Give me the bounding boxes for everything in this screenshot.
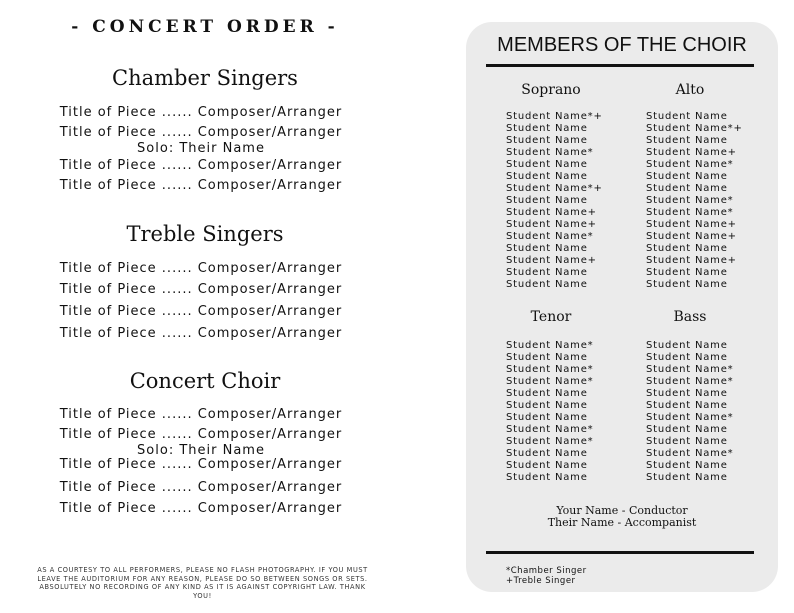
program-line: Title of Piece ...... Composer/Arranger (59, 427, 343, 442)
member-name: Student Name (506, 460, 588, 471)
group-title-concert-choir: Concert Choir (129, 369, 281, 393)
names-list-tenor (506, 340, 593, 484)
program-line: Title of Piece ...... Composer/Arranger (59, 105, 343, 120)
members-heading: MEMBERS OF THE CHOIR (497, 34, 747, 56)
program-line: Title of Piece ...... Composer/Arranger (59, 158, 343, 173)
member-name: Student Name (646, 352, 728, 363)
member-name: Student Name+ (506, 219, 597, 230)
members-panel (466, 22, 778, 592)
member-name: Student Name* (506, 436, 594, 447)
program-line: Title of Piece ...... Composer/Arranger (59, 178, 343, 193)
member-name: Student Name (506, 448, 588, 459)
member-name: Student Name (506, 195, 588, 206)
member-name: Student Name*+ (646, 123, 743, 134)
divider (486, 64, 754, 67)
member-name: Student Name (646, 460, 728, 471)
member-name: Student Name (646, 183, 728, 194)
member-name: Student Name* (646, 448, 734, 459)
member-name: Student Name (646, 436, 728, 447)
legend-treble-singer: +Treble Singer (506, 576, 576, 586)
member-name: Student Name+ (646, 219, 737, 230)
member-name: Student Name* (506, 340, 594, 351)
program-line: Title of Piece ...... Composer/Arranger (59, 480, 343, 495)
program-line: Title of Piece ...... Composer/Arranger (59, 282, 343, 297)
member-name: Student Name (506, 171, 588, 182)
names-list-bass (646, 340, 733, 484)
member-name: Student Name+ (646, 147, 737, 158)
program-line: Title of Piece ...... Composer/Arranger (59, 457, 343, 472)
concert-order-heading: - CONCERT ORDER - (71, 17, 339, 37)
member-name: Student Name* (646, 195, 734, 206)
member-name: Student Name (646, 135, 728, 146)
member-name: Student Name (506, 388, 588, 399)
group-title-chamber-singers: Chamber Singers (112, 66, 298, 90)
courtesy-note: AS A COURTESY TO ALL PERFORMERS, PLEASE NO FLASH PHOTOGRAPHY. IF YOU MUST LEAVE THE AUDITORIUM FOR ANY REASON, PLEASE DO SO BETWEEN SONGS OR SETS. ABSOLUTELY NO RECORDING OF ANY KIND AS IT IS AGAINST COPYRIGHT LAW. THANK YOU! (37, 566, 368, 600)
solo-line: Solo: Their Name (137, 141, 265, 156)
member-name: Student Name* (646, 376, 734, 387)
member-name: Student Name (646, 279, 728, 290)
member-name: Student Name* (646, 364, 734, 375)
member-name: Student Name* (506, 231, 594, 242)
member-name: Student Name (646, 171, 728, 182)
member-name: Student Name* (646, 207, 734, 218)
voice-title-alto: Alto (675, 82, 705, 98)
solo-line: Solo: Their Name (137, 443, 265, 458)
member-name: Student Name (506, 243, 588, 254)
member-name: Student Name (506, 412, 588, 423)
member-name: Student Name (646, 243, 728, 254)
member-name: Student Name+ (506, 207, 597, 218)
member-name: Student Name+ (646, 255, 737, 266)
voice-title-soprano: Soprano (521, 82, 581, 98)
member-name: Student Name (506, 352, 588, 363)
accompanist-credit: Their Name - Accompanist (547, 516, 697, 529)
member-name: Student Name* (506, 147, 594, 158)
member-name: Student Name (646, 388, 728, 399)
names-list-soprano (506, 111, 603, 291)
member-name: Student Name (506, 472, 588, 483)
program-line: Title of Piece ...... Composer/Arranger (59, 125, 343, 140)
member-name: Student Name* (646, 159, 734, 170)
member-name: Student Name (506, 123, 588, 134)
program-line: Title of Piece ...... Composer/Arranger (59, 304, 343, 319)
member-name: Student Name (646, 340, 728, 351)
member-name: Student Name (646, 424, 728, 435)
member-name: Student Name (646, 400, 728, 411)
voice-title-tenor: Tenor (530, 309, 572, 325)
divider (486, 551, 754, 554)
legend-chamber-singer: *Chamber Singer (506, 566, 587, 576)
member-name: Student Name (506, 400, 588, 411)
member-name: Student Name (506, 159, 588, 170)
member-name: Student Name (646, 267, 728, 278)
member-name: Student Name (506, 279, 588, 290)
member-name: Student Name+ (646, 231, 737, 242)
member-name: Student Name (506, 267, 588, 278)
group-title-treble-singers: Treble Singers (126, 222, 284, 246)
member-name: Student Name*+ (506, 111, 603, 122)
member-name: Student Name* (506, 364, 594, 375)
conductor-credit: Your Name - Conductor (556, 504, 688, 517)
member-name: Student Name (506, 135, 588, 146)
member-name: Student Name (646, 472, 728, 483)
voice-title-bass: Bass (673, 309, 707, 325)
member-name: Student Name* (646, 412, 734, 423)
member-name: Student Name* (506, 424, 594, 435)
program-line: Title of Piece ...... Composer/Arranger (59, 261, 343, 276)
member-name: Student Name* (506, 376, 594, 387)
member-name: Student Name (646, 111, 728, 122)
member-name: Student Name*+ (506, 183, 603, 194)
program-line: Title of Piece ...... Composer/Arranger (59, 407, 343, 422)
program-line: Title of Piece ...... Composer/Arranger (59, 501, 343, 516)
program-line: Title of Piece ...... Composer/Arranger (59, 326, 343, 341)
names-list-alto (646, 111, 743, 291)
member-name: Student Name+ (506, 255, 597, 266)
